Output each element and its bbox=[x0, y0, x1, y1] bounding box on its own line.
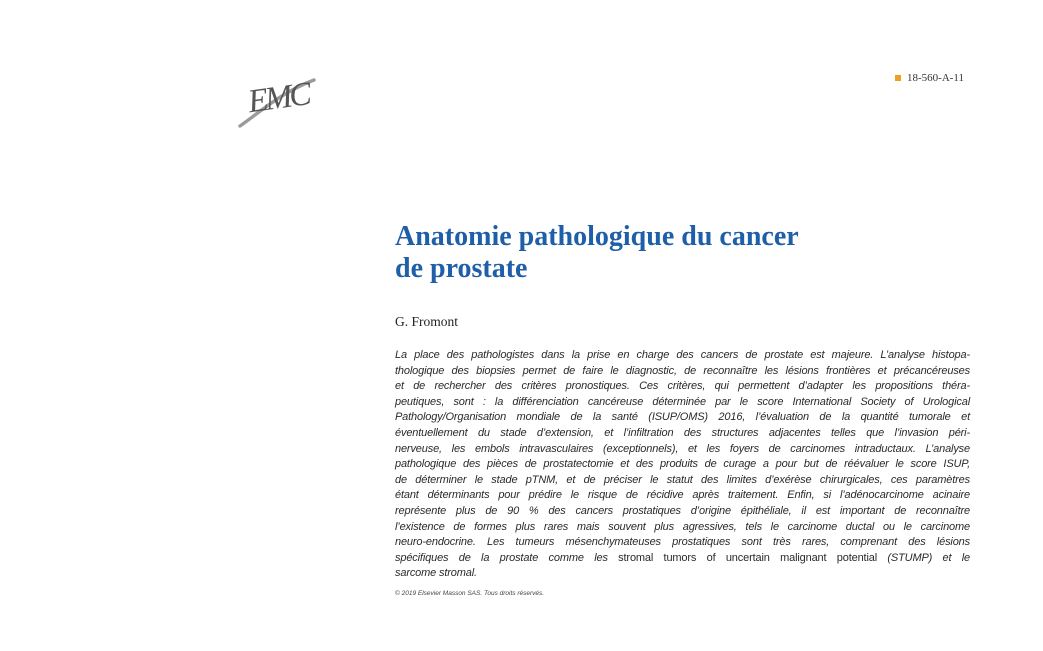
abstract bbox=[395, 348, 970, 582]
abstract-text: spécifiques de la prostate comme les bbox=[395, 551, 619, 564]
article-title bbox=[395, 221, 955, 285]
copyright-notice: © 2019 Elsevier Masson SAS. Tous droits réservés. bbox=[395, 590, 545, 597]
article-title-line: de prostate bbox=[395, 253, 528, 284]
abstract-line bbox=[395, 535, 970, 551]
abstract-line bbox=[395, 426, 970, 442]
abstract-line bbox=[395, 395, 970, 411]
author-name: G. Fromont bbox=[395, 314, 459, 329]
article-title-line: Anatomie pathologique du cancer bbox=[395, 221, 799, 252]
abstract-text: sarcome stromal. bbox=[395, 567, 477, 580]
abstract-text: éventuellement du stade d’extension, et l’infiltration des structures adjacentes telles que l’invasion péri- bbox=[395, 426, 970, 439]
abstract-line bbox=[395, 379, 970, 395]
abstract-term: stromal tumors of uncertain malignant potential bbox=[618, 551, 878, 564]
abstract-text: thologique des biopsies permet de faire le diagnostic, de reconnaître les lésions frontières et précancéreuses bbox=[395, 364, 970, 377]
reference-code-text: 18-560-A-11 bbox=[907, 72, 965, 84]
abstract-line bbox=[395, 442, 970, 458]
abstract-text: de déterminer le stade pTNM, et de préciser le statut des limites d’exérèse chirurgicales, ces paramètres bbox=[395, 473, 970, 486]
emc-logo-text: EMC bbox=[245, 76, 311, 121]
abstract-line bbox=[395, 457, 970, 473]
abstract-line bbox=[395, 504, 970, 520]
abstract-text: Pathology/Organisation mondiale de la santé (ISUP/OMS) 2016, l’évaluation de la quantité tumorale et bbox=[395, 411, 970, 424]
abstract-line bbox=[395, 488, 970, 504]
abstract-text: La place des pathologistes dans la prise en charge des cancers de prostate est majeure. L’analyse histopa- bbox=[395, 349, 970, 361]
abstract-text: étant déterminants pour prédire le risque de récidive après traitement. Enfin, si l’adénocarcinome acinaire bbox=[395, 489, 970, 502]
abstract-text: l’existence de formes plus rares mais souvent plus agressives, tels le carcinome ductal ou le carcinome bbox=[395, 520, 970, 533]
abstract-text: représente plus de 90 % des cancers prostatiques d’origine épithéliale, il est important de reconnaître bbox=[395, 504, 970, 517]
abstract-line bbox=[395, 410, 970, 426]
abstract-text: peutiques, sont : la différenciation cancéreuse déterminée par le score International Society of Urological bbox=[395, 395, 970, 408]
orange-bullet-icon bbox=[895, 75, 901, 81]
abstract-line bbox=[395, 566, 970, 582]
abstract-line bbox=[395, 364, 970, 380]
emc-logo-mark bbox=[236, 66, 318, 130]
abstract-line bbox=[395, 473, 970, 489]
abstract-line bbox=[395, 348, 970, 364]
abstract-text: neuro-endocrine. Les tumeurs mésenchymateuses prostatiques sont très rares, comprenant des lésions bbox=[395, 536, 970, 549]
abstract-text: nerveuse, les embols intravasculaires (exceptionnels), et les foyers de carcinomes intraductaux. L’analyse bbox=[395, 442, 970, 455]
reference-code bbox=[895, 72, 964, 84]
abstract-text: et de rechercher des critères pronostiques. Ces critères, qui permettent d’adapter les propositions théra- bbox=[395, 380, 970, 393]
emc-logo bbox=[236, 66, 318, 130]
abstract-text: (STUMP) et le bbox=[877, 551, 970, 564]
abstract-line bbox=[395, 520, 970, 536]
abstract-line bbox=[395, 551, 970, 567]
abstract-text: pathologique des pièces de prostatectomie et des produits de curage a pour but de réévaluer le score ISUP, bbox=[395, 458, 970, 471]
